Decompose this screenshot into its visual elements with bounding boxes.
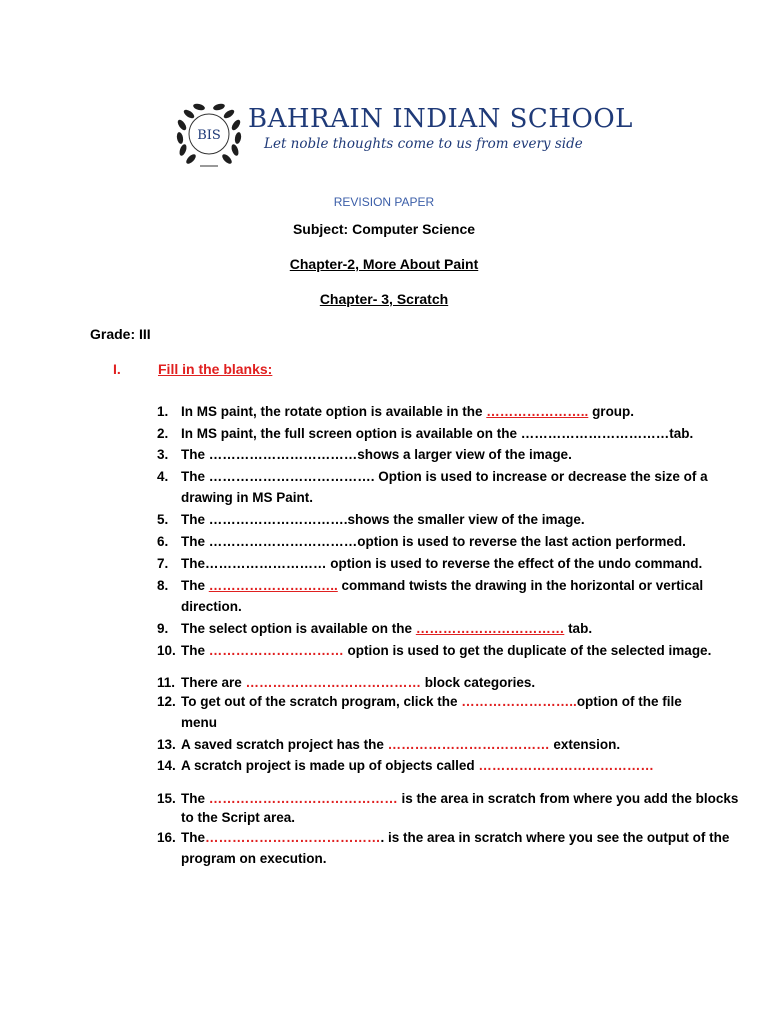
answer-blank: ………………………………… [205, 830, 381, 845]
chapter-heading-2: Chapter- 3, Scratch [319, 291, 449, 307]
section-number: I. [113, 361, 121, 377]
question-text: The ……………………….. command twists the drawing in the horizontal or vertical [181, 578, 704, 593]
answer-blank: ……………………………… [387, 737, 550, 752]
question-text: The ………………………….shows the smaller view of the image. [181, 512, 585, 527]
question-number: 1. [157, 404, 169, 419]
chapter-heading-1: Chapter-2, More About Paint [289, 256, 479, 272]
question-number: 7. [157, 556, 169, 571]
question-text: The select option is available on the …………………………… tab. [181, 621, 593, 636]
question-number: 3. [157, 447, 169, 462]
question-number: 16. [157, 830, 176, 845]
answer-blank: ………………………… [208, 643, 344, 658]
answer-blank: ……………………….. [208, 578, 338, 593]
question-text: In MS paint, the full screen option is available on the ……………………………tab. [181, 426, 694, 441]
question-number: 4. [157, 469, 169, 484]
answer-blank: ………………….. [486, 404, 589, 419]
question-number: 6. [157, 534, 169, 549]
answer-blank: ………………………………… [245, 675, 422, 690]
question-text-cont: program on execution. [181, 851, 327, 866]
question-number: 13. [157, 737, 176, 752]
question-text: A scratch project is made up of objects called ………………………………… [181, 758, 654, 773]
question-number: 2. [157, 426, 169, 441]
question-text-cont: to the Script area. [181, 810, 296, 825]
question-text: The ……………………………shows a larger view of the image. [181, 447, 572, 462]
answer-blank: …………………………… [415, 621, 565, 636]
answer-blank: …………………….. [461, 694, 577, 709]
question-text: The……………………… option is used to reverse the effect of the undo command. [181, 556, 703, 571]
question-number: 14. [157, 758, 176, 773]
question-number: 9. [157, 621, 169, 636]
question-text: The …………………………………… is the area in scratch from where you add the blocks [181, 791, 739, 806]
subject-heading: Subject: Computer Science [292, 221, 476, 237]
question-text-cont: drawing in MS Paint. [181, 490, 314, 505]
question-number: 5. [157, 512, 169, 527]
question-number: 8. [157, 578, 169, 593]
question-text: A saved scratch project has the ……………………………… extension. [181, 737, 621, 752]
section-title: Fill in the blanks: [158, 361, 273, 377]
question-number: 10. [157, 643, 176, 658]
question-number: 11. [157, 675, 176, 690]
school-logo [170, 98, 248, 172]
question-text: There are ………………………………… block categories. [181, 675, 536, 690]
school-name: BAHRAIN INDIAN SCHOOL [248, 104, 633, 134]
question-text: The ………………………………. Option is used to increase or decrease the size of a [181, 469, 708, 484]
school-motto: Let noble thoughts come to us from every side [264, 136, 583, 152]
question-text: To get out of the scratch program, click the ……………………..option of the file [181, 694, 682, 709]
question-text-cont: menu [181, 715, 218, 730]
paper-label: REVISION PAPER [333, 195, 435, 209]
answer-blank: ………………………………… [478, 758, 654, 773]
question-text-cont: direction. [181, 599, 242, 614]
question-number: 12. [157, 694, 176, 709]
question-text: The ………………………… option is used to get the duplicate of the selected image. [181, 643, 712, 658]
answer-blank: …………………………………… [208, 791, 398, 806]
question-number: 15. [157, 791, 176, 806]
question-text: In MS paint, the rotate option is available in the ………………….. group. [181, 404, 635, 419]
question-text: The…………………………………. is the area in scratch where you see the output of the [181, 830, 730, 845]
grade-label: Grade: III [90, 326, 151, 342]
logo-text: BIS [197, 128, 221, 143]
school-header [170, 98, 633, 173]
question-text: The ……………………………option is used to reverse the last action performed. [181, 534, 686, 549]
